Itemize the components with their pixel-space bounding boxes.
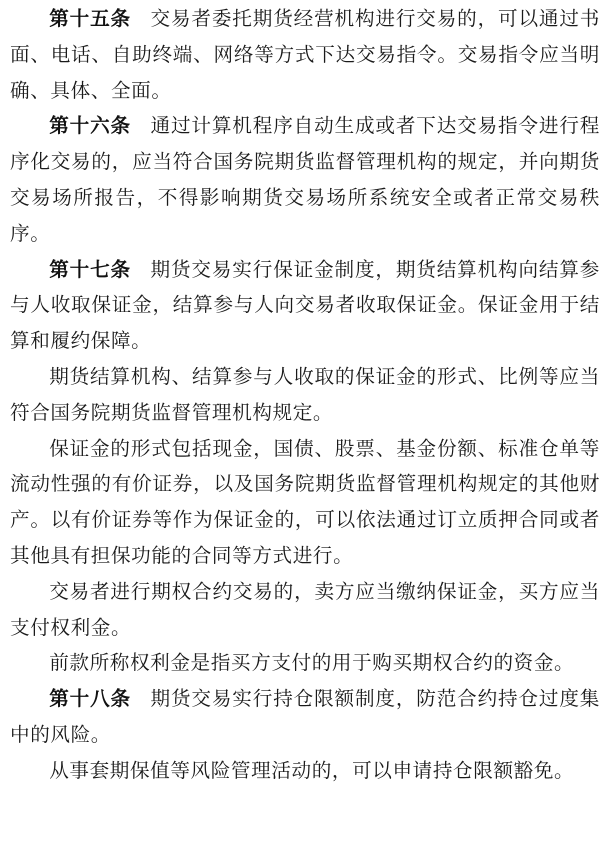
document-body (10, 0, 600, 789)
article-number: 第十八条 (49, 687, 131, 711)
paragraph-text: 从事套期保值等风险管理活动的，可以申请持仓限额豁免。 (49, 758, 575, 782)
article-number: 第十七条 (49, 257, 131, 281)
paragraph-margin-forms-ratio (10, 359, 600, 431)
paragraph-position-limit-exemption (10, 753, 600, 789)
paragraph-article-17 (10, 252, 600, 359)
article-number: 第十五条 (49, 7, 131, 30)
paragraph-text: 保证金的形式包括现金，国债、股票、基金份额、标准仓单等流动性强的有价证券，以及国务院期货监督管理机构规定的其他财产。以有价证券等作为保证金的，可以依法通过订立质押合同或者其他具有担保功能的合同等方式进行。 (10, 436, 600, 567)
paragraph-article-15 (10, 1, 600, 108)
paragraph-article-18 (10, 681, 600, 753)
paragraph-text: 交易者进行期权合约交易的，卖方应当缴纳保证金，买方应当支付权利金。 (10, 579, 600, 639)
paragraph-text: 通过计算机程序自动生成或者下达交易指令进行程序化交易的，应当符合国务院期货监督管理机构的规定，并向期货交易场所报告，不得影响期货交易场所系统安全或者正常交易秩序。 (10, 114, 600, 245)
paragraph-text: 前款所称权利金是指买方支付的用于购买期权合约的资金。 (49, 651, 575, 675)
paragraph-premium-definition (10, 645, 600, 681)
paragraph-options-margin (10, 574, 600, 646)
article-number: 第十六条 (49, 114, 131, 138)
paragraph-text: 期货结算机构、结算参与人收取的保证金的形式、比例等应当符合国务院期货监督管理机构规定。 (10, 364, 600, 424)
paragraph-text: 期货交易实行持仓限额制度，防范合约持仓过度集中的风险。 (10, 687, 600, 746)
paragraph-article-16 (10, 108, 600, 251)
paragraph-text: 期货交易实行保证金制度，期货结算机构向结算参与人收取保证金，结算参与人向交易者收取保证金。保证金用于结算和履约保障。 (10, 257, 600, 353)
paragraph-margin-types (10, 431, 600, 574)
paragraph-text: 交易者委托期货经营机构进行交易的，可以通过书面、电话、自助终端、网络等方式下达交易指令。交易指令应当明确、具体、全面。 (10, 7, 600, 102)
